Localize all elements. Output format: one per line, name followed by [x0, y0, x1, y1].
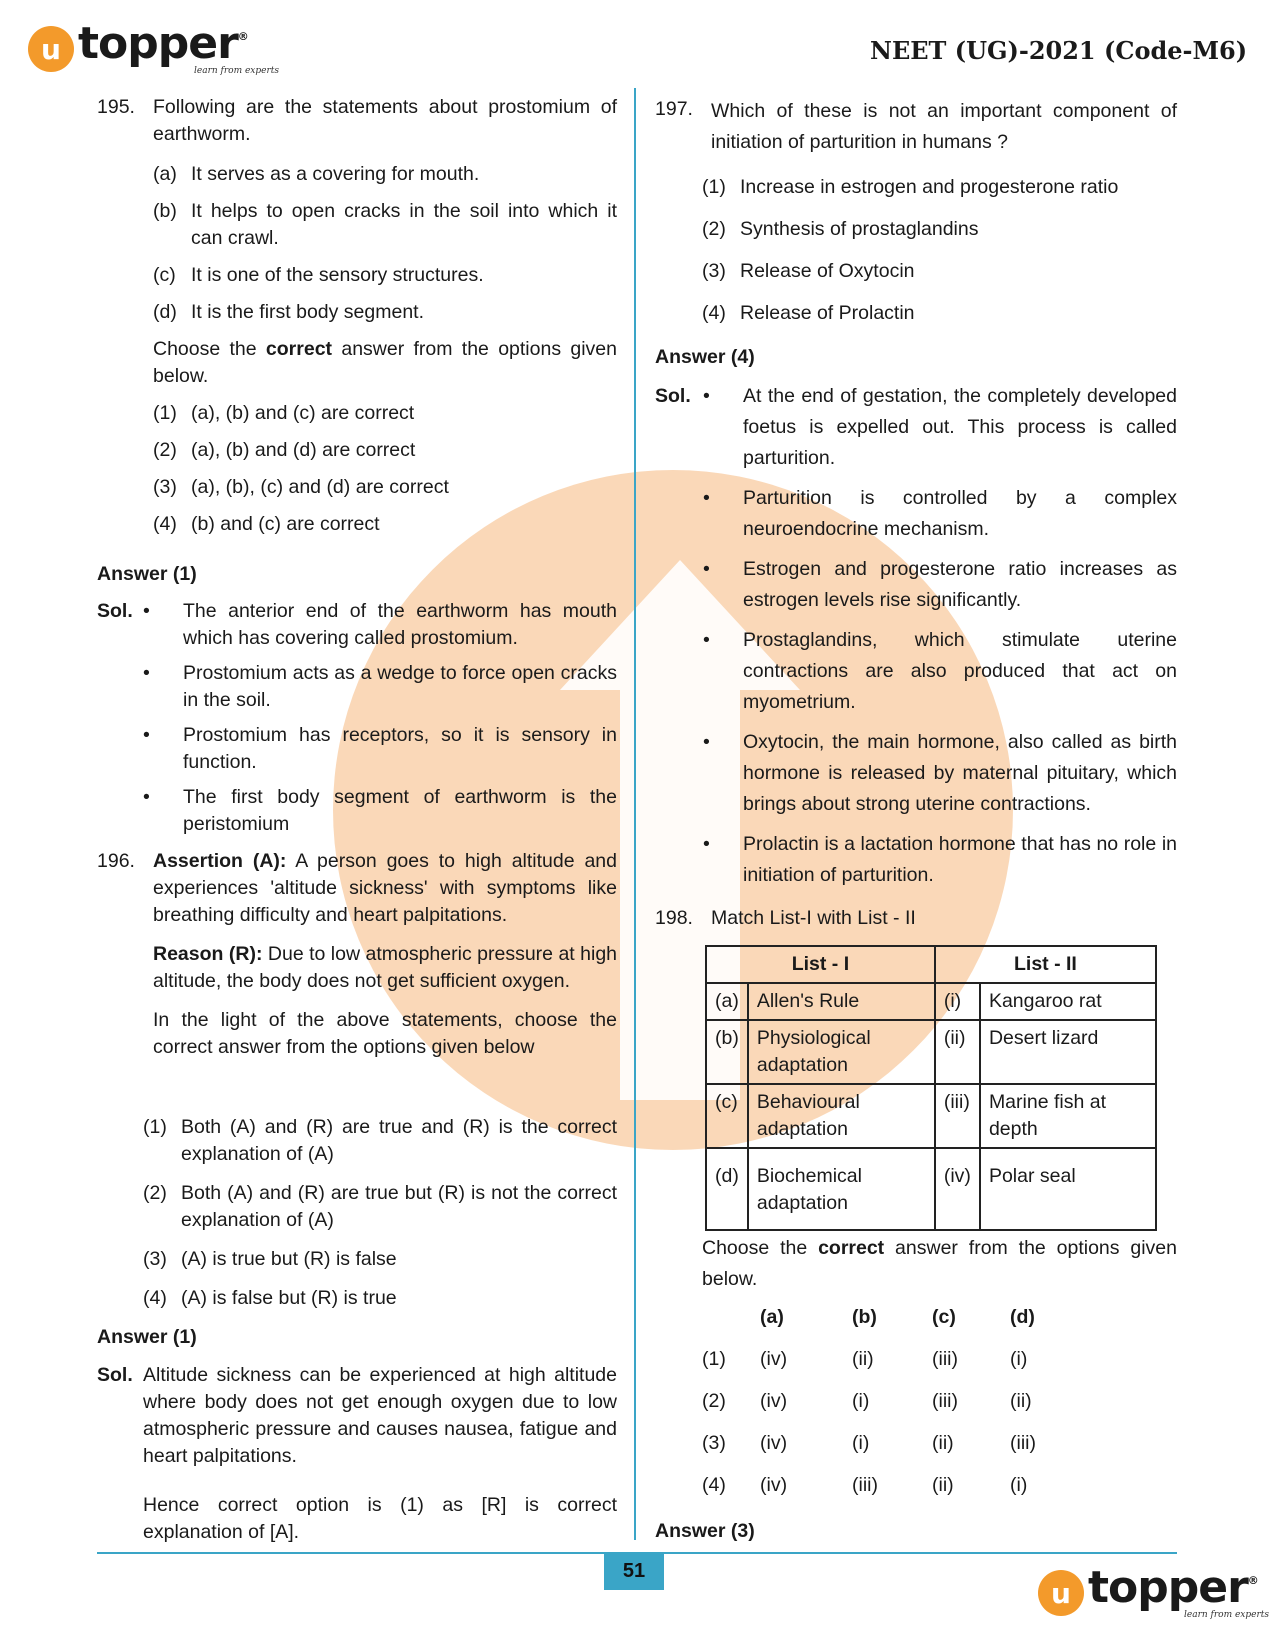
header-logo	[28, 18, 280, 76]
grid-header: (c)	[932, 1306, 956, 1328]
table-header-row	[706, 946, 1156, 983]
q195-answer: Answer (1)	[97, 563, 197, 585]
logo-wordmark: topper	[78, 18, 238, 69]
grid-header: (b)	[852, 1306, 877, 1328]
solution-bullet: • Parturition is controlled by a complex neuroendocrine mechanism.	[703, 487, 1177, 540]
grid-cell: (ii)	[852, 1348, 874, 1370]
solution-bullet: • Prostomium has receptors, so it is sensory in function.	[143, 724, 617, 773]
option-item: (1) Increase in estrogen and progesterone ratio	[702, 176, 1119, 198]
list1-header: List - I	[706, 946, 935, 983]
solution-bullet: • At the end of gestation, the completely developed foetus is expelled out. This process is called parturition.	[703, 385, 1177, 469]
page-number: 51	[604, 1552, 664, 1590]
grid-cell: (ii)	[932, 1474, 954, 1496]
q196-conclusion: Hence correct option is (1) as [R] is correct explanation of [A].	[143, 1494, 617, 1543]
logo-tagline: learn from experts	[1184, 1610, 1270, 1620]
column-divider	[634, 88, 636, 1540]
table-row: (c) Behavioural adaptation (iii) Marine fish at depth	[706, 1084, 1156, 1148]
grid-cell: (ii)	[1010, 1390, 1032, 1412]
grid-option-label: (2)	[702, 1390, 726, 1412]
match-table	[705, 945, 1157, 1231]
answer-grid	[702, 1304, 1122, 1504]
grid-cell: (iii)	[852, 1474, 878, 1496]
grid-cell: (iii)	[1010, 1432, 1036, 1454]
logo-wordmark: topper	[1088, 1562, 1248, 1613]
grid-cell: (iv)	[760, 1474, 788, 1496]
grid-cell: (i)	[852, 1432, 870, 1454]
logo-u-icon: u	[28, 26, 74, 72]
reason: Reason (R): Due to low atmospheric pressure at high altitude, the body does not get sufficient oxygen.	[153, 943, 618, 992]
grid-cell: (iii)	[932, 1348, 958, 1370]
solution-bullet: • Prolactin is a lactation hormone that has no role in initiation of parturition.	[703, 833, 1177, 886]
question-198	[655, 905, 1177, 932]
q196-answer: Answer (1)	[97, 1326, 197, 1348]
grid-option-label: (3)	[702, 1432, 726, 1454]
table-row: (a) Allen's Rule (i) Kangaroo rat	[706, 983, 1156, 1020]
grid-cell: (iv)	[760, 1390, 788, 1412]
grid-cell: (i)	[1010, 1348, 1028, 1370]
logo-tagline: learn from experts	[194, 66, 280, 76]
question-number: 196.	[97, 850, 135, 872]
question-stem: Which of these is not an important component of initiation of parturition in humans ?	[711, 100, 1177, 153]
grid-cell: (iv)	[760, 1348, 788, 1370]
choose-instruction: Choose the correct answer from the options given below.	[153, 338, 617, 387]
option-item: (2) Synthesis of prostaglandins	[702, 218, 979, 240]
logo-registered-mark: ®	[237, 30, 248, 43]
option-item: (4) Release of Prolactin	[702, 302, 915, 324]
option-item: (1) (a), (b) and (c) are correct	[153, 402, 415, 424]
grid-cell: (ii)	[932, 1432, 954, 1454]
grid-header: (d)	[1010, 1306, 1035, 1328]
question-stem: Match List-I with List - II	[711, 907, 916, 929]
q195-solution	[97, 598, 617, 838]
option-item: (1) Both (A) and (R) are true and (R) is the correct explanation of (A)	[143, 1116, 617, 1165]
solution-bullet: • Prostaglandins, which stimulate uterine contractions are also produced that act on myometrium.	[703, 629, 1177, 713]
solution-bullet: • Estrogen and progesterone ratio increases as estrogen levels rise significantly.	[703, 558, 1177, 611]
logo-registered-mark: ®	[1247, 1574, 1258, 1587]
option-item: (3) Release of Oxytocin	[702, 260, 915, 282]
question-number: 197.	[655, 98, 693, 120]
option-item: (3) (a), (b), (c) and (d) are correct	[153, 476, 449, 498]
grid-option-label: (1)	[702, 1348, 726, 1370]
option-item: (4) (A) is false but (R) is true	[143, 1287, 397, 1309]
assertion: Assertion (A): A person goes to high altitude and experiences 'altitude sickness' with symptoms like breathing difficulty and heart palpitations.	[153, 850, 618, 926]
statement-item: (b) It helps to open cracks in the soil into which it can crawl.	[153, 200, 617, 249]
q197-options	[702, 174, 1177, 327]
solution-bullet: • Prostomium acts as a wedge to force open cracks in the soil.	[143, 662, 617, 711]
solution-bullet: • The anterior end of the earthworm has mouth which has covering called prostomium.	[143, 600, 617, 649]
question-stem: Following are the statements about prostomium of earthworm.	[153, 96, 617, 145]
grid-option-label: (4)	[702, 1474, 726, 1496]
q198-choose-instruction: Choose the correct answer from the options given below.	[702, 1237, 1177, 1290]
q196-options	[143, 1114, 617, 1312]
logo-u-icon: u	[1038, 1570, 1084, 1616]
statement-item: (d) It is the first body segment.	[153, 301, 425, 323]
question-196	[97, 848, 617, 1061]
option-item: (3) (A) is true but (R) is false	[143, 1248, 397, 1270]
table-row: (b) Physiological adaptation (ii) Desert lizard	[706, 1020, 1156, 1084]
instruction: In the light of the above statements, choose the correct answer from the options given below	[153, 1009, 617, 1058]
statement-item: (a) It serves as a covering for mouth.	[153, 163, 480, 185]
footer-logo	[1038, 1562, 1270, 1620]
question-195	[97, 94, 617, 148]
q196-solution: Sol. Altitude sickness can be experienced at high altitude where body does not get enough oxygen due to low atmospheric pressure and causes nausea, fatigue and heart palpitations.	[97, 1364, 617, 1467]
grid-cell: (i)	[1010, 1474, 1028, 1496]
grid-cell: (iv)	[760, 1432, 788, 1454]
q198-answer: Answer (3)	[655, 1520, 755, 1542]
sol-label: Sol.	[97, 1364, 133, 1386]
table-row: (d) Biochemical adaptation (iv) Polar seal	[706, 1148, 1156, 1230]
list2-header: List - II	[935, 946, 1156, 983]
option-item: (2) Both (A) and (R) are true but (R) is not the correct explanation of (A)	[143, 1182, 617, 1231]
q197-solution	[655, 381, 1177, 891]
option-item: (4) (b) and (c) are correct	[153, 513, 380, 535]
q195-statements	[153, 161, 617, 538]
solution-bullet: • Oxytocin, the main hormone, also called as birth hormone is released by maternal pituitary, which brings about strong uterine contractions.	[703, 731, 1177, 815]
grid-cell: (iii)	[932, 1390, 958, 1412]
grid-cell: (i)	[852, 1390, 870, 1412]
question-197	[655, 96, 1177, 158]
sol-label: Sol.	[655, 385, 691, 407]
question-number: 198.	[655, 907, 693, 929]
statement-item: (c) It is one of the sensory structures.	[153, 264, 484, 286]
question-number: 195.	[97, 96, 135, 118]
q197-answer: Answer (4)	[655, 346, 755, 368]
sol-label: Sol.	[97, 600, 133, 622]
option-item: (2) (a), (b) and (d) are correct	[153, 439, 416, 461]
exam-title: NEET (UG)-2021 (Code-M6)	[870, 36, 1248, 65]
grid-header: (a)	[760, 1306, 784, 1328]
solution-bullet: • The first body segment of earthworm is the peristomium	[143, 786, 617, 835]
